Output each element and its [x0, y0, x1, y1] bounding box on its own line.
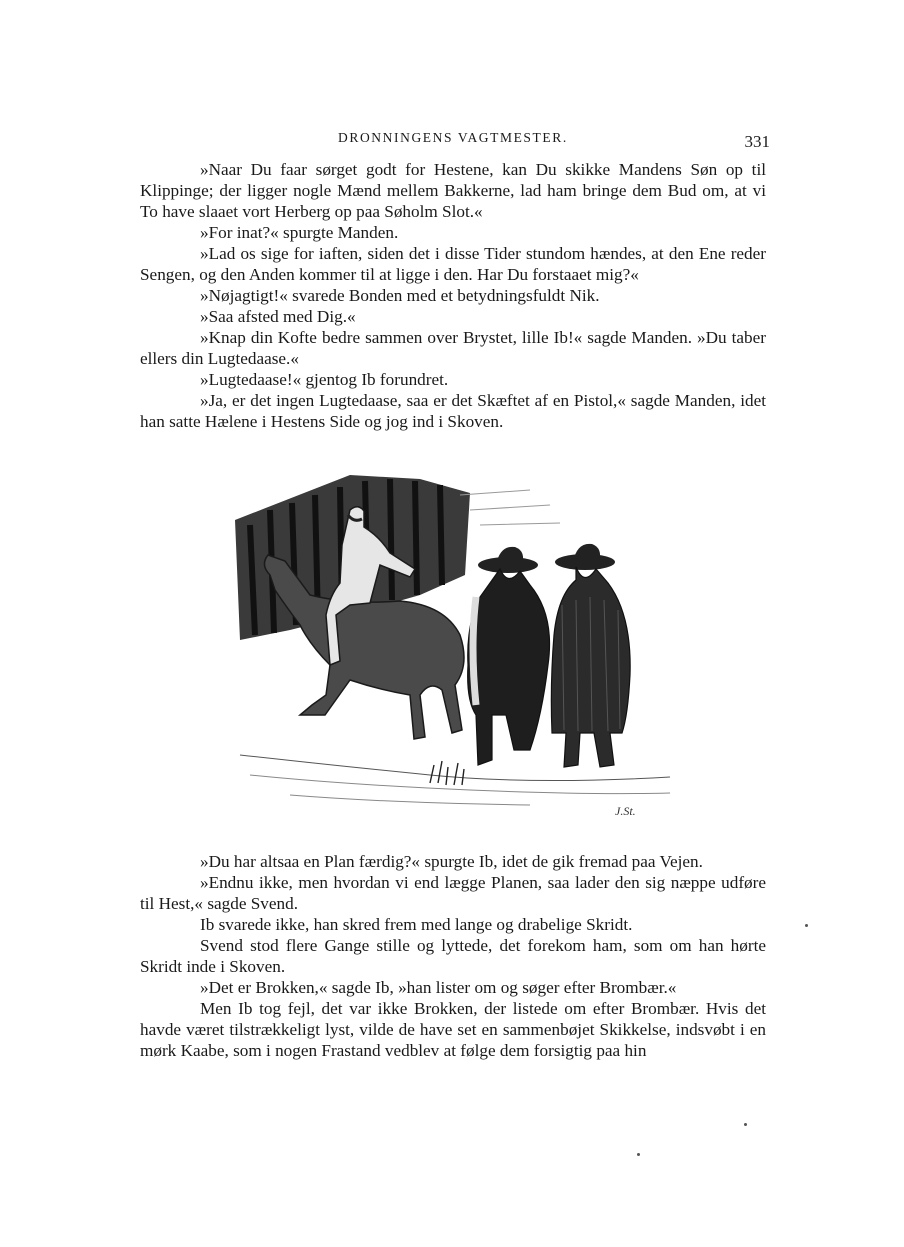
paragraph: »Ja, er det ingen Lugtedaase, saa er det Skæftet af en Pistol,« sagde Manden, idet han satte Hælene i Hestens Side og jog ind i Skoven. — [140, 391, 766, 431]
running-title: DRONNINGENS VAGTMESTER. — [338, 130, 568, 145]
paragraph: »Det er Brokken,« sagde Ib, »han lister om og søger efter Brombær.« — [200, 978, 677, 997]
paragraph: »Lad os sige for iaften, siden det i disse Tider stundom hændes, at den Ene reder Sengen, og den Anden kommer til at ligge i den. Har Du forstaaet mig?« — [140, 244, 766, 284]
speck-mark — [637, 1153, 640, 1156]
paragraph: »Saa afsted med Dig.« — [200, 307, 356, 326]
paragraph: Svend stod flere Gange stille og lyttede, det forekom ham, som om han hørte Skridt inde i Skoven. — [140, 936, 766, 976]
paragraph: Ib svarede ikke, han skred frem med lange og drabelige Skridt. — [200, 915, 633, 934]
illustration — [230, 465, 675, 825]
man-with-hat-left — [468, 547, 550, 765]
speck-mark — [744, 1123, 747, 1126]
paragraph: »Naar Du faar sørget godt for Hestene, kan Du skikke Mandens Søn op til Klippinge; der ligger nogle Mænd mellem Bakkerne, lad ham bringe dem Bud om, at vi To have slaaet vort Herberg op paa Søholm Slot.« — [140, 160, 766, 221]
paragraph: Men Ib tog fejl, det var ikke Brokken, der listede om efter Brombær. Hvis det havde været tilstrækkeligt lyst, vilde de have set en sammenbøjet Skikkelse, indsvøbt i en mørk Kaabe, som i nogen Frastand vedblev at følge dem forsigtig paa hin — [140, 999, 766, 1060]
man-with-hat-right — [551, 544, 630, 767]
page-header — [140, 124, 770, 154]
paragraph: »Knap din Kofte bedre sammen over Brystet, lille Ib!« sagde Manden. »Du taber ellers din Lugtedaase.« — [140, 328, 766, 368]
text-block-top — [140, 159, 766, 432]
paragraph: »Du har altsaa en Plan færdig?« spurgte Ib, idet de gik fremad paa Vejen. — [200, 852, 703, 871]
page-number: 331 — [744, 132, 770, 151]
speck-mark — [805, 924, 808, 927]
paragraph: »Nøjagtigt!« svarede Bonden med et betydningsfuldt Nik. — [200, 286, 600, 305]
paragraph: »Lugtedaase!« gjentog Ib forundret. — [200, 370, 449, 389]
text-block-bottom — [140, 851, 766, 1061]
paragraph: »For inat?« spurgte Manden. — [200, 223, 399, 242]
illustration-drawing — [230, 465, 675, 825]
artist-signature: J.St. — [615, 804, 636, 818]
paragraph: »Endnu ikke, men hvordan vi end lægge Planen, saa lader den sig næppe udføre til Hest,« sagde Svend. — [140, 873, 766, 913]
